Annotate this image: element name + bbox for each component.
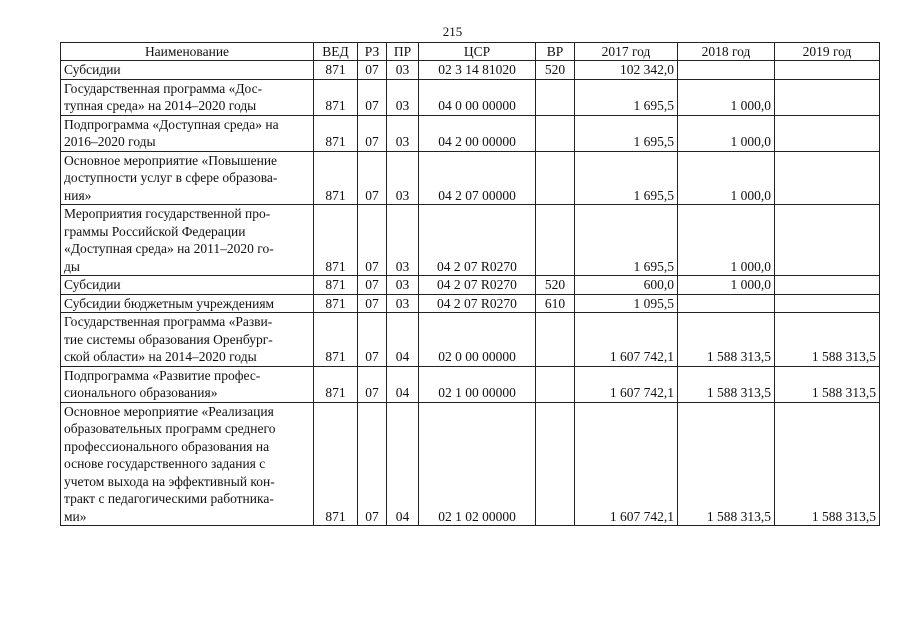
vr-cell: [536, 115, 575, 151]
item-name-line: основе государственного задания с: [64, 456, 266, 471]
item-name-line: ния»: [64, 187, 92, 203]
item-name-line: Подпрограмма «Доступная среда» на: [64, 116, 279, 132]
vr-cell: [536, 205, 575, 276]
item-name-line: доступности услуг в сфере образова-: [64, 170, 278, 185]
table-row: [61, 402, 880, 526]
pr-cell: 03: [387, 151, 419, 205]
amount-2018-cell: 1 588 313,5: [678, 366, 775, 402]
csr-cell: 04 2 07 R0270: [419, 205, 536, 276]
amount-2019-cell: [775, 276, 880, 295]
item-name-cell: [61, 205, 314, 276]
amount-2017-cell: 1 607 742,1: [575, 313, 678, 367]
rz-cell: 07: [358, 61, 387, 80]
item-name-cell: [61, 294, 314, 313]
ved-cell: 871: [314, 205, 358, 276]
rz-cell: 07: [358, 205, 387, 276]
csr-cell: 04 2 07 R0270: [419, 276, 536, 295]
amount-2017-cell: 102 342,0: [575, 61, 678, 80]
amount-2017-cell: 1 695,5: [575, 151, 678, 205]
table-row: [61, 79, 880, 115]
csr-cell: 04 2 00 00000: [419, 115, 536, 151]
item-name-line: тие системы образования Оренбург-: [64, 331, 273, 347]
header-pr: ПР: [387, 43, 419, 61]
amount-2019-cell: [775, 205, 880, 276]
item-name-line: образовательных программ среднего: [64, 421, 276, 436]
csr-cell: 04 2 07 00000: [419, 151, 536, 205]
amount-2017-cell: 1 607 742,1: [575, 366, 678, 402]
header-name: Наименование: [61, 43, 314, 61]
amount-2017-cell: 1 095,5: [575, 294, 678, 313]
page-number: 215: [442, 24, 463, 39]
pr-cell: 03: [387, 79, 419, 115]
ved-cell: 871: [314, 79, 358, 115]
item-name-line: Государственная программа «Разви-: [64, 314, 273, 329]
amount-2019-cell: 1 588 313,5: [775, 366, 880, 402]
csr-cell: 04 0 00 00000: [419, 79, 536, 115]
amount-2018-cell: 1 000,0: [678, 79, 775, 115]
rz-cell: 07: [358, 402, 387, 526]
ved-cell: 871: [314, 151, 358, 205]
ved-cell: 871: [314, 61, 358, 80]
table-row: [61, 276, 880, 295]
vr-cell: 520: [536, 276, 575, 295]
amount-2017-cell: 1 695,5: [575, 115, 678, 151]
csr-cell: 04 2 07 R0270: [419, 294, 536, 313]
header-2019: 2019 год: [775, 43, 880, 61]
amount-2017-cell: 1 695,5: [575, 79, 678, 115]
pr-cell: 03: [387, 294, 419, 313]
amount-2017-cell: 1 695,5: [575, 205, 678, 276]
item-name-line: Субсидии: [64, 277, 121, 292]
rz-cell: 07: [358, 79, 387, 115]
item-name-line: тупная среда» на 2014–2020 годы: [64, 98, 257, 113]
item-name-line: граммы Российской Федерации: [64, 223, 246, 239]
item-name-line: 2016–2020 годы: [64, 134, 156, 149]
table-body: [61, 61, 880, 526]
item-name-cell: [61, 402, 314, 526]
item-name-cell: [61, 366, 314, 402]
amount-2019-cell: [775, 115, 880, 151]
amount-2019-cell: [775, 79, 880, 115]
table-row: [61, 151, 880, 205]
amount-2018-cell: 1 000,0: [678, 276, 775, 295]
item-name-cell: [61, 313, 314, 367]
amount-2019-cell: 1 588 313,5: [775, 402, 880, 526]
amount-2018-cell: 1 000,0: [678, 115, 775, 151]
vr-cell: 520: [536, 61, 575, 80]
budget-table: [60, 42, 880, 526]
table-row: [61, 294, 880, 313]
item-name-line: ской области» на 2014–2020 годы: [64, 349, 257, 364]
header-rz: РЗ: [358, 43, 387, 61]
item-name-line: тракт с педагогическими работника-: [64, 491, 274, 506]
amount-2019-cell: [775, 61, 880, 80]
header-2018: 2018 год: [678, 43, 775, 61]
pr-cell: 04: [387, 366, 419, 402]
csr-cell: 02 0 00 00000: [419, 313, 536, 367]
csr-cell: 02 1 00 00000: [419, 366, 536, 402]
item-name-line: Подпрограмма «Развитие профес-: [64, 367, 261, 383]
rz-cell: 07: [358, 313, 387, 367]
header-ved: ВЕД: [314, 43, 358, 61]
ved-cell: 871: [314, 313, 358, 367]
vr-cell: [536, 402, 575, 526]
item-name-cell: [61, 61, 314, 80]
amount-2018-cell: 1 000,0: [678, 151, 775, 205]
item-name-line: Мероприятия государственной про-: [64, 206, 271, 221]
ved-cell: 871: [314, 402, 358, 526]
item-name-cell: [61, 276, 314, 295]
item-name-line: ми»: [64, 508, 87, 524]
pr-cell: 03: [387, 276, 419, 295]
table-row: [61, 61, 880, 80]
item-name-cell: [61, 79, 314, 115]
header-2017: 2017 год: [575, 43, 678, 61]
amount-2018-cell: 1 588 313,5: [678, 402, 775, 526]
pr-cell: 04: [387, 313, 419, 367]
table-row: [61, 115, 880, 151]
amount-2018-cell: [678, 294, 775, 313]
item-name-line: Субсидии: [64, 62, 121, 77]
rz-cell: 07: [358, 115, 387, 151]
pr-cell: 04: [387, 402, 419, 526]
amount-2019-cell: 1 588 313,5: [775, 313, 880, 367]
amount-2017-cell: 600,0: [575, 276, 678, 295]
header-csr: ЦСР: [419, 43, 536, 61]
amount-2018-cell: [678, 61, 775, 80]
vr-cell: [536, 313, 575, 367]
header-row: [61, 43, 880, 61]
amount-2018-cell: 1 588 313,5: [678, 313, 775, 367]
amount-2018-cell: 1 000,0: [678, 205, 775, 276]
table-row: [61, 313, 880, 367]
item-name-cell: [61, 151, 314, 205]
csr-cell: 02 1 02 00000: [419, 402, 536, 526]
pr-cell: 03: [387, 115, 419, 151]
vr-cell: [536, 151, 575, 205]
rz-cell: 07: [358, 294, 387, 313]
rz-cell: 07: [358, 276, 387, 295]
csr-cell: 02 3 14 81020: [419, 61, 536, 80]
amount-2017-cell: 1 607 742,1: [575, 402, 678, 526]
ved-cell: 871: [314, 115, 358, 151]
ved-cell: 871: [314, 294, 358, 313]
amount-2019-cell: [775, 294, 880, 313]
item-name-line: «Доступная среда» на 2011–2020 го-: [64, 241, 274, 256]
item-name-line: Основное мероприятие «Повышение: [64, 152, 278, 168]
ved-cell: 871: [314, 276, 358, 295]
amount-2019-cell: [775, 151, 880, 205]
item-name-line: сионального образования»: [64, 385, 218, 400]
item-name-line: ды: [64, 258, 80, 274]
table-row: [61, 366, 880, 402]
vr-cell: [536, 366, 575, 402]
vr-cell: 610: [536, 294, 575, 313]
item-name-line: Субсидии бюджетным учреждениям: [64, 295, 275, 311]
rz-cell: 07: [358, 151, 387, 205]
item-name-line: Государственная программа «Дос-: [64, 80, 263, 96]
pr-cell: 03: [387, 61, 419, 80]
item-name-line: учетом выхода на эффективный кон-: [64, 473, 275, 489]
item-name-cell: [61, 115, 314, 151]
vr-cell: [536, 79, 575, 115]
table-row: [61, 205, 880, 276]
header-vr: ВР: [536, 43, 575, 61]
item-name-line: Основное мероприятие «Реализация: [64, 403, 274, 419]
rz-cell: 07: [358, 366, 387, 402]
ved-cell: 871: [314, 366, 358, 402]
item-name-line: профессионального образования на: [64, 438, 270, 454]
pr-cell: 03: [387, 205, 419, 276]
